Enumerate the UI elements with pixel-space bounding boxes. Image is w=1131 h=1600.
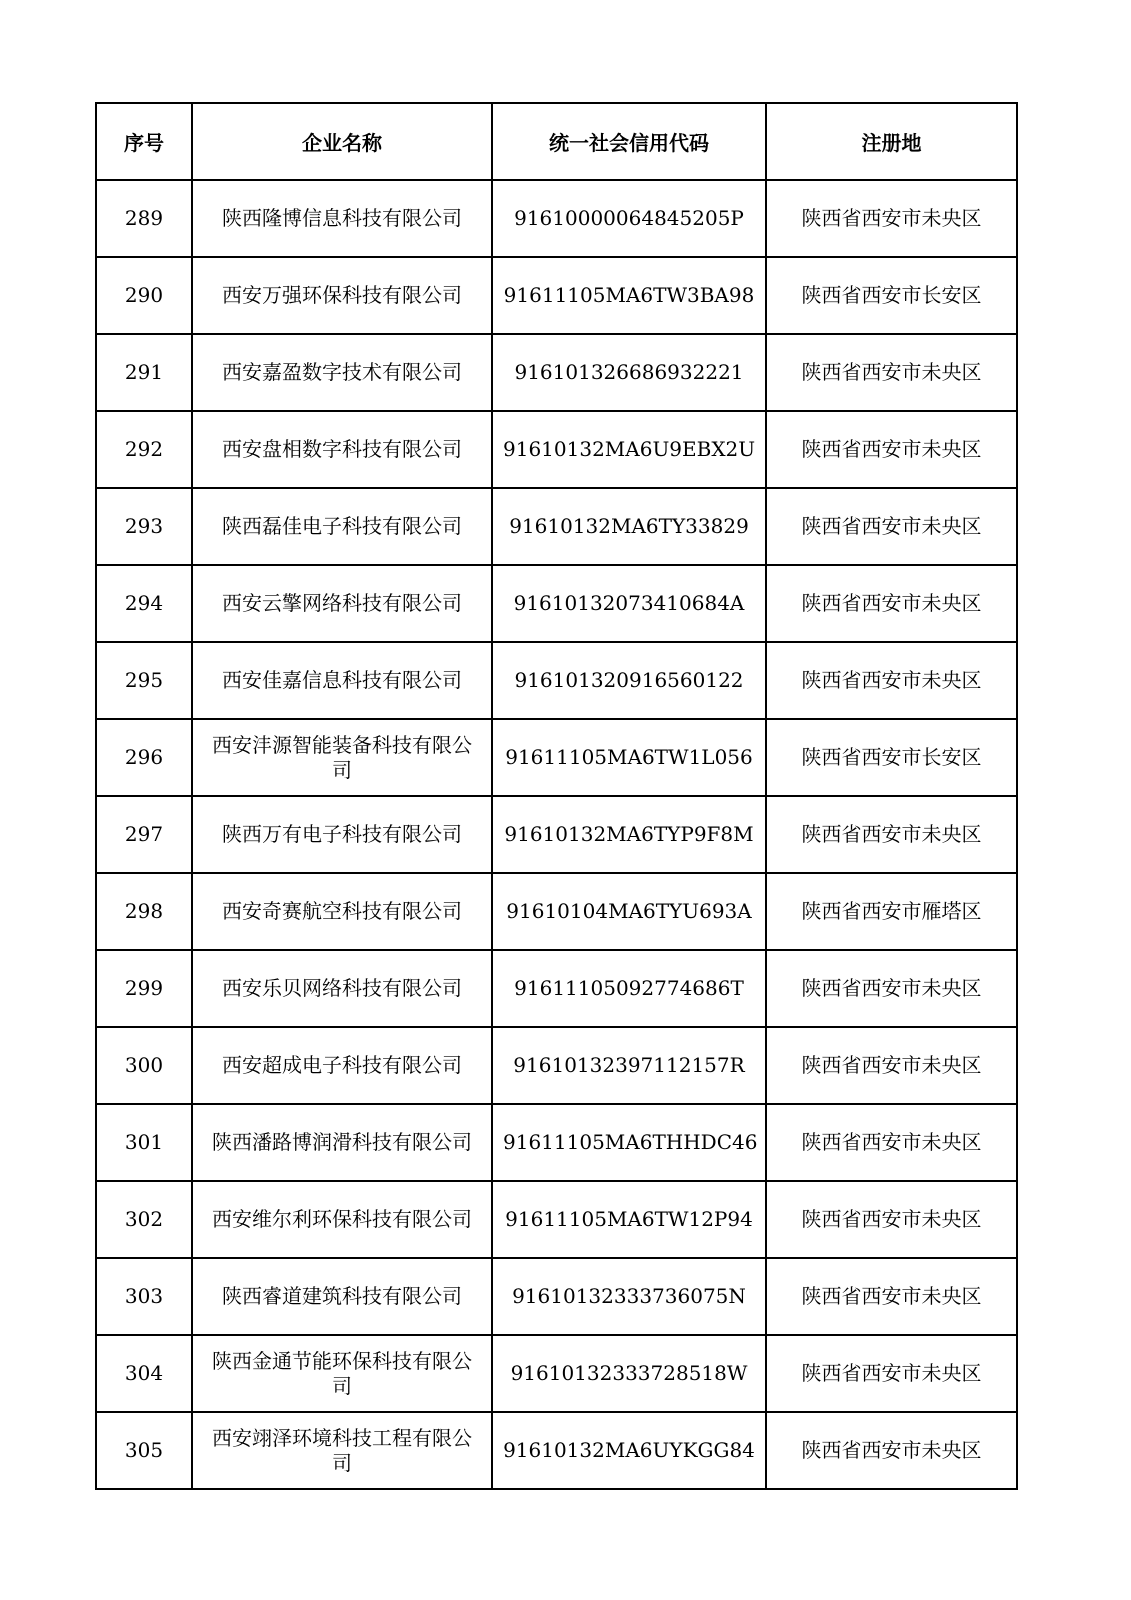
cell-seq: 300 <box>96 1027 192 1104</box>
cell-place: 陕西省西安市未央区 <box>766 334 1017 411</box>
cell-place: 陕西省西安市未央区 <box>766 411 1017 488</box>
cell-name: 陕西潘路博润滑科技有限公司 <box>192 1104 492 1181</box>
cell-seq: 299 <box>96 950 192 1027</box>
cell-code: 916101320916560122 <box>492 642 766 719</box>
table-row <box>96 1412 1017 1489</box>
cell-seq: 290 <box>96 257 192 334</box>
table-row <box>96 1027 1017 1104</box>
cell-name: 西安盘相数字科技有限公司 <box>192 411 492 488</box>
cell-place: 陕西省西安市雁塔区 <box>766 873 1017 950</box>
cell-place: 陕西省西安市未央区 <box>766 1258 1017 1335</box>
cell-seq: 304 <box>96 1335 192 1412</box>
cell-name: 西安云擎网络科技有限公司 <box>192 565 492 642</box>
cell-seq: 302 <box>96 1181 192 1258</box>
table-row <box>96 488 1017 565</box>
cell-code: 91611105MA6THHDC46 <box>492 1104 766 1181</box>
cell-code: 91610132333728518W <box>492 1335 766 1412</box>
cell-seq: 295 <box>96 642 192 719</box>
table-row <box>96 1104 1017 1181</box>
cell-code: 916101326686932221 <box>492 334 766 411</box>
cell-place: 陕西省西安市未央区 <box>766 565 1017 642</box>
cell-place: 陕西省西安市未央区 <box>766 1335 1017 1412</box>
cell-code: 91610132MA6TYP9F8M <box>492 796 766 873</box>
cell-place: 陕西省西安市未央区 <box>766 1104 1017 1181</box>
cell-code: 91610132MA6TY33829 <box>492 488 766 565</box>
table-row <box>96 1335 1017 1412</box>
cell-name: 西安维尔利环保科技有限公司 <box>192 1181 492 1258</box>
cell-name: 西安嘉盈数字技术有限公司 <box>192 334 492 411</box>
header-row <box>96 103 1017 180</box>
table-row <box>96 1181 1017 1258</box>
cell-code: 91611105MA6TW1L056 <box>492 719 766 796</box>
cell-code: 91611105MA6TW3BA98 <box>492 257 766 334</box>
cell-place: 陕西省西安市未央区 <box>766 796 1017 873</box>
cell-code: 91610132MA6UYKGG84 <box>492 1412 766 1489</box>
cell-place: 陕西省西安市未央区 <box>766 1027 1017 1104</box>
header-name: 企业名称 <box>192 103 492 180</box>
cell-place: 陕西省西安市未央区 <box>766 1181 1017 1258</box>
cell-code: 91610104MA6TYU693A <box>492 873 766 950</box>
cell-code: 91610132073410684A <box>492 565 766 642</box>
cell-seq: 289 <box>96 180 192 257</box>
cell-seq: 293 <box>96 488 192 565</box>
cell-place: 陕西省西安市未央区 <box>766 180 1017 257</box>
cell-code: 91610132MA6U9EBX2U <box>492 411 766 488</box>
cell-name: 西安乐贝网络科技有限公司 <box>192 950 492 1027</box>
cell-name: 陕西隆博信息科技有限公司 <box>192 180 492 257</box>
cell-seq: 294 <box>96 565 192 642</box>
cell-seq: 291 <box>96 334 192 411</box>
cell-code: 91611105MA6TW12P94 <box>492 1181 766 1258</box>
table-row <box>96 719 1017 796</box>
cell-place: 陕西省西安市未央区 <box>766 642 1017 719</box>
header-place: 注册地 <box>766 103 1017 180</box>
cell-name: 西安奇赛航空科技有限公司 <box>192 873 492 950</box>
cell-code: 91610132333736075N <box>492 1258 766 1335</box>
cell-name: 陕西万有电子科技有限公司 <box>192 796 492 873</box>
cell-place: 陕西省西安市长安区 <box>766 257 1017 334</box>
table-row <box>96 257 1017 334</box>
cell-code: 91610132397112157R <box>492 1027 766 1104</box>
cell-name: 西安沣源智能装备科技有限公司 <box>192 719 492 796</box>
cell-place: 陕西省西安市长安区 <box>766 719 1017 796</box>
cell-seq: 303 <box>96 1258 192 1335</box>
cell-name: 西安佳嘉信息科技有限公司 <box>192 642 492 719</box>
header-code: 统一社会信用代码 <box>492 103 766 180</box>
table-row <box>96 950 1017 1027</box>
cell-place: 陕西省西安市未央区 <box>766 950 1017 1027</box>
table-row <box>96 334 1017 411</box>
table-row <box>96 642 1017 719</box>
cell-name: 陕西磊佳电子科技有限公司 <box>192 488 492 565</box>
cell-seq: 297 <box>96 796 192 873</box>
cell-name: 西安超成电子科技有限公司 <box>192 1027 492 1104</box>
cell-name: 西安万强环保科技有限公司 <box>192 257 492 334</box>
table-row <box>96 796 1017 873</box>
cell-name: 陕西睿道建筑科技有限公司 <box>192 1258 492 1335</box>
cell-seq: 305 <box>96 1412 192 1489</box>
table-row <box>96 565 1017 642</box>
cell-seq: 298 <box>96 873 192 950</box>
table-row <box>96 1258 1017 1335</box>
enterprise-table <box>95 102 1018 1490</box>
cell-code: 91611105092774686T <box>492 950 766 1027</box>
header-seq: 序号 <box>96 103 192 180</box>
cell-name: 陕西金通节能环保科技有限公司 <box>192 1335 492 1412</box>
cell-seq: 292 <box>96 411 192 488</box>
cell-code: 91610000064845205P <box>492 180 766 257</box>
cell-seq: 301 <box>96 1104 192 1181</box>
cell-seq: 296 <box>96 719 192 796</box>
cell-place: 陕西省西安市未央区 <box>766 488 1017 565</box>
table-row <box>96 873 1017 950</box>
cell-place: 陕西省西安市未央区 <box>766 1412 1017 1489</box>
table-row <box>96 411 1017 488</box>
cell-name: 西安翊泽环境科技工程有限公司 <box>192 1412 492 1489</box>
table-row <box>96 180 1017 257</box>
